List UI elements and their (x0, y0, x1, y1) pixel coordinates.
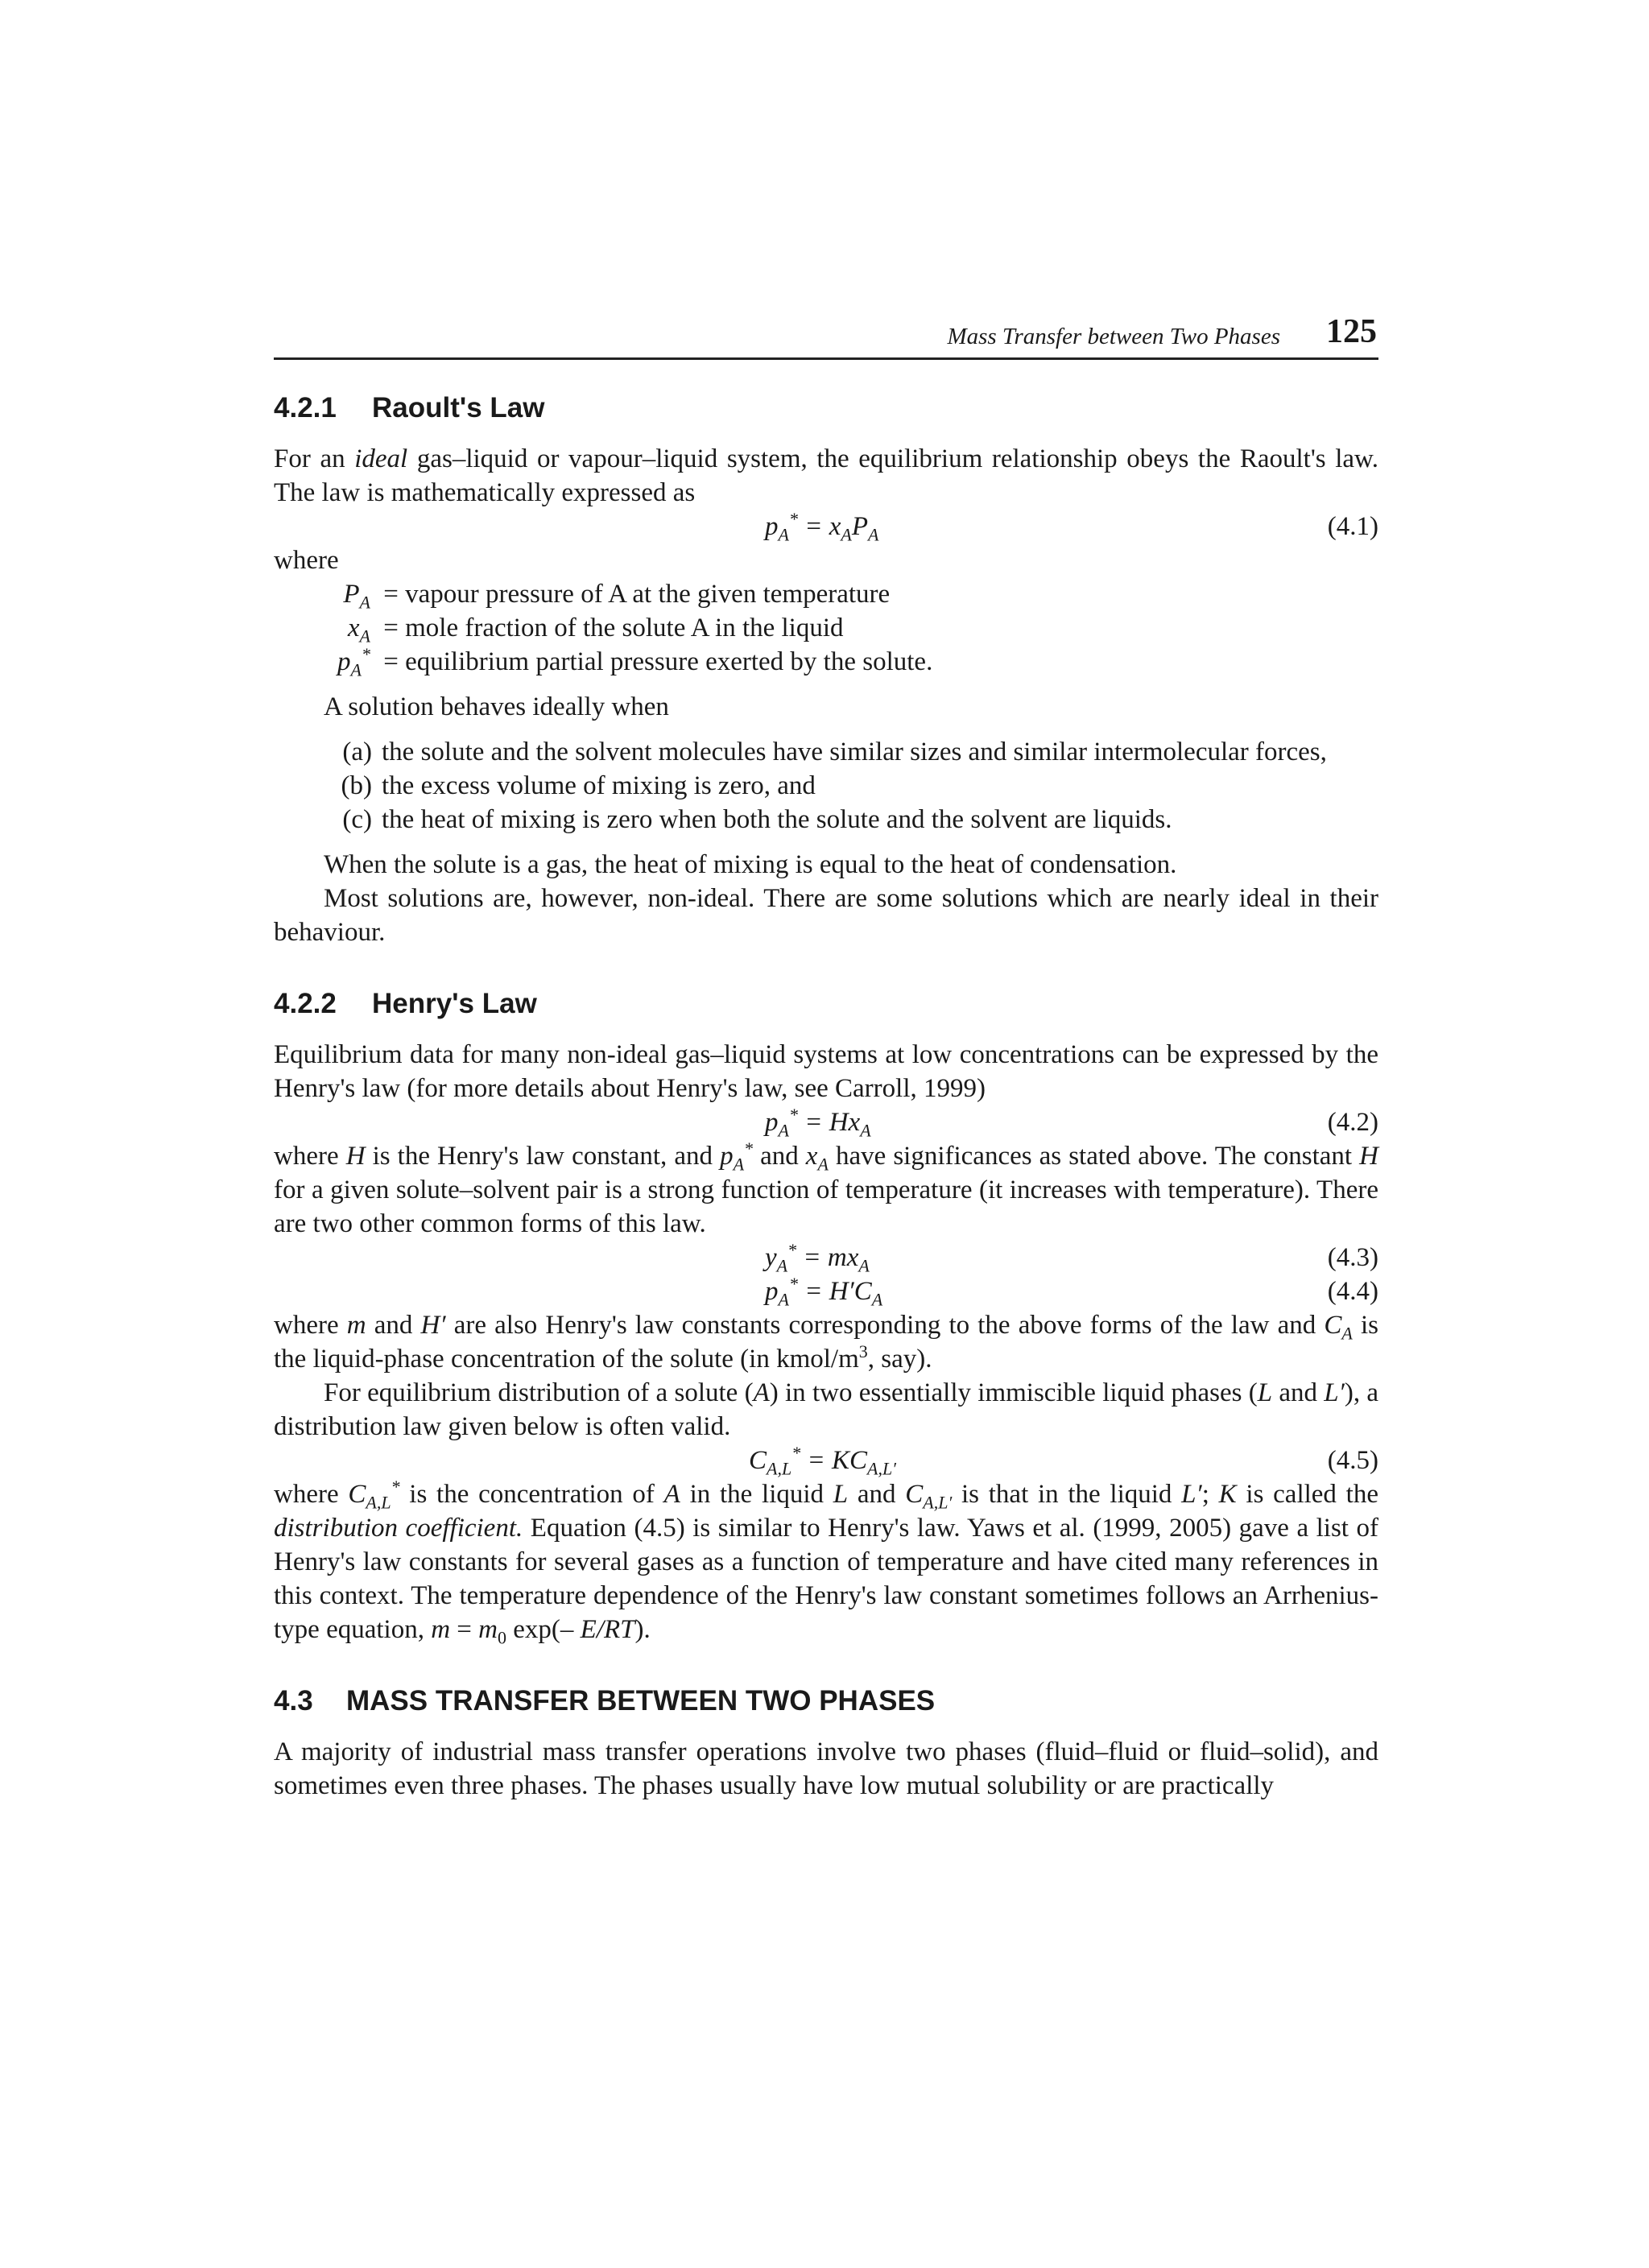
paragraph-nonideal: Most solutions are, however, non-ideal. There are some solutions which are nearly ideal in their behaviour. (274, 884, 1378, 947)
paragraph-henry-constant: where H is the Henry's law constant, and $p_A^*$ and $x_A$ have significances as stated above. The constant H for a given solute–solvent pair is a strong function of temperature (it increases with temperature). There are two other common forms of this law. (274, 1138, 1378, 1238)
running-title: Mass Transfer between Two Phases (947, 324, 1280, 349)
equation-4-1: $p_A^* = x_AP_A$ (4.1) (765, 509, 1378, 545)
paragraph-gas-solute: When the solute is a gas, the heat of mixing is equal to the heat of condensation. (324, 850, 1177, 879)
paragraph-henry-intro: Equilibrium data for many non-ideal gas–liquid systems at low concentrations can be expressed by the Henry's law (for more details about Henry's law, see Carroll, 1999) (274, 1040, 1378, 1103)
equation-4-4: $p_A^* = H'C_A$ (4.4) (765, 1274, 1378, 1310)
equation-number: (4.4) (1327, 1277, 1378, 1306)
running-header (274, 312, 1378, 360)
paragraph-distribution-coefficient: where $C_{A,L}^*$ is the concentration of A in the liquid L and $C_{A,L'}$ is that in the liquid L′; K is called the distribution coefficient. Equation (4.5) is similar to Henry's law. Yaws et al. (1999, 2005) gave a list of Henry's law constants for several gases as a function of temperature and have cited many references in this context. The temperature dependence of the Henry's law constant sometimes follows an Arrhenius-type equation, $m = m_0$ exp(– E/RT). (274, 1477, 1378, 1648)
equation-number: (4.3) (1327, 1243, 1378, 1272)
equation-4-5: $C_{A,L}^* = KC_{A,L'}$ (4.5) (749, 1443, 1378, 1479)
list-item: (c) the heat of mixing is zero when both the solute and the solvent are liquids. (342, 805, 1172, 834)
paragraph-two-phases: A majority of industrial mass transfer operations involve two phases (fluid–fluid or fluid–solid), and sometimes even three phases. The phases usually have low mutual solubility or are practically (274, 1737, 1378, 1800)
equation-number: (4.2) (1327, 1108, 1378, 1137)
paragraph-henry-forms: where m and H′ are also Henry's law constants corresponding to the above forms of the law and $C_A$ is the liquid-phase concentration of the solute (in kmol/$m^3$, say). (274, 1311, 1378, 1374)
paragraph-raoult-intro: For an ideal gas–liquid or vapour–liquid system, the equilibrium relationship obeys the Raoult's law. The law is mathematically expressed as (274, 444, 1378, 507)
where-label: where (274, 546, 339, 575)
paragraph-ideal-intro: A solution behaves ideally when (324, 692, 669, 721)
definition-row: $p_A^*$ = equilibrium partial pressure exerted by the solute. (337, 644, 933, 680)
page-content (274, 312, 1378, 1803)
equation-4-3: $y_A^* = mx_A$ (4.3) (765, 1240, 1378, 1276)
page-number: 125 (1326, 313, 1377, 350)
section-heading-4-2-2: 4.2.2 Henry's Law (274, 988, 537, 1019)
equation-number: (4.1) (1327, 512, 1378, 541)
list-item: (b) the excess volume of mixing is zero, and (341, 771, 816, 800)
section-heading-4-3: 4.3 MASS TRANSFER BETWEEN TWO PHASES (274, 1685, 936, 1716)
section-heading-4-2-1: 4.2.1 Raoult's Law (274, 392, 545, 423)
equation-number: (4.5) (1327, 1446, 1378, 1475)
equation-4-2: $p_A^* = Hx_A$ (4.2) (765, 1105, 1378, 1141)
conditions-list (274, 735, 1378, 837)
definition-row: $P_A$ = vapour pressure of A at the given temperature (343, 580, 891, 613)
list-item: (a) the solute and the solvent molecules have similar sizes and similar intermolecular forces, (342, 737, 1327, 766)
paragraph-distribution: For equilibrium distribution of a solute (A) in two essentially immiscible liquid phases (L and L′), a distribution law given below is often valid. (274, 1378, 1378, 1441)
definitions-list (327, 577, 1378, 679)
definition-row: $x_A$ = mole fraction of the solute A in the liquid (347, 613, 844, 647)
